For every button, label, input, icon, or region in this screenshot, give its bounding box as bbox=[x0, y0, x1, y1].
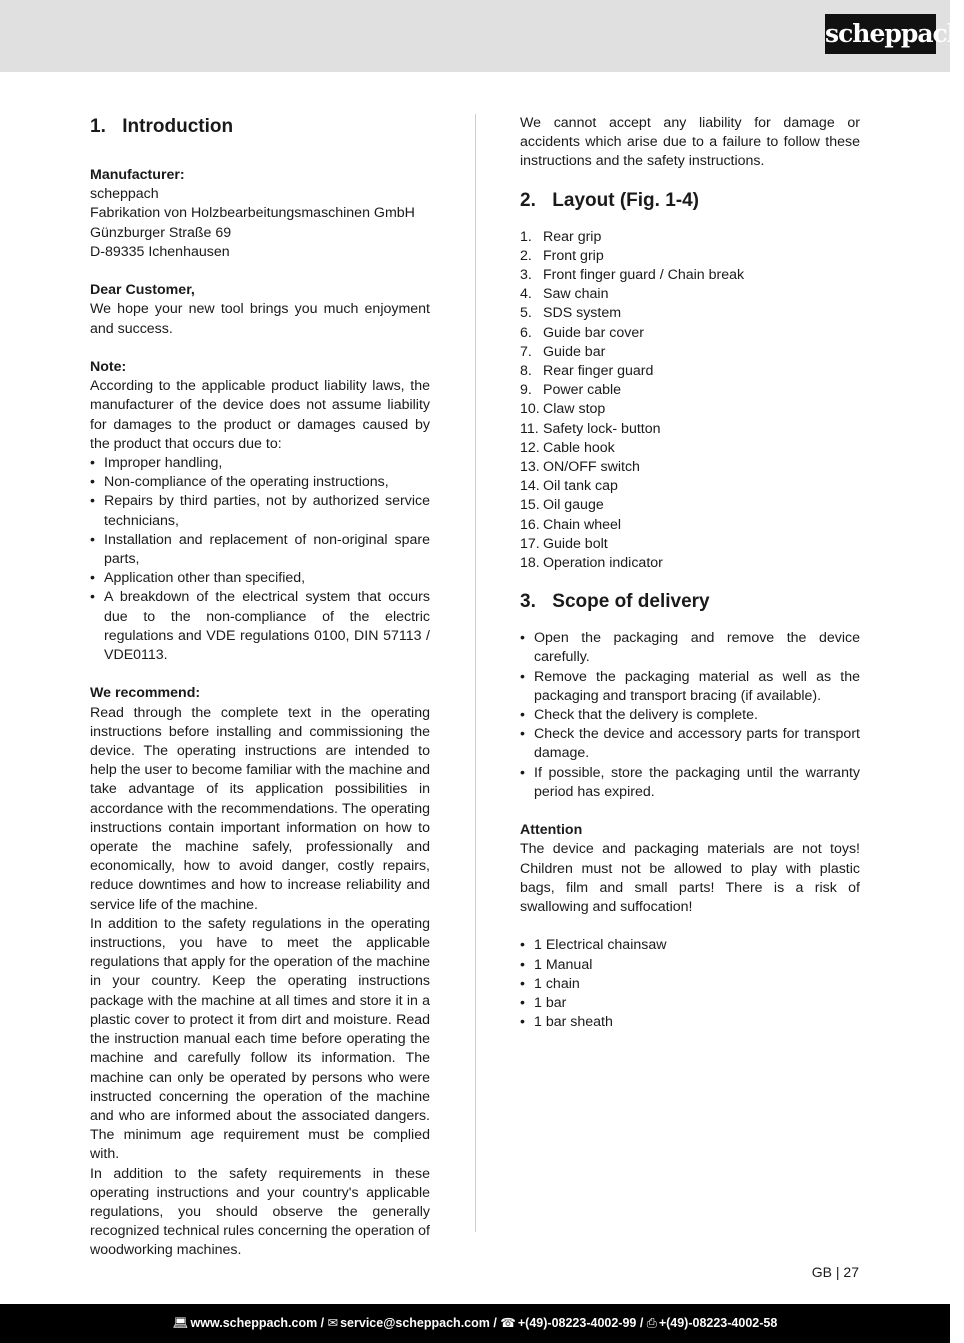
note-bullet: • Repairs by third parties, not by authorized service technicians, bbox=[90, 492, 430, 530]
layout-item-number: 6. bbox=[520, 324, 532, 341]
page-number: GB | 27 bbox=[811, 1264, 859, 1280]
layout-item-number: 15. bbox=[520, 497, 540, 514]
heading-text: Scope of delivery bbox=[552, 591, 710, 613]
delivery-bullet: • Open the packaging and remove the device carefully. bbox=[520, 629, 860, 667]
recommend-label: We recommend: bbox=[90, 685, 201, 702]
manufacturer-line: Günzburger Straße 69 bbox=[90, 224, 232, 241]
layout-list-item bbox=[520, 381, 860, 400]
footer-fax: +(49)-08223-4002-58 bbox=[658, 1316, 778, 1330]
note-label: Note: bbox=[90, 359, 127, 375]
heading-number: 2. bbox=[520, 189, 536, 211]
layout-item-number: 7. bbox=[520, 343, 532, 360]
attention-label: Attention bbox=[520, 822, 583, 839]
layout-item-label: Saw chain bbox=[543, 286, 609, 303]
delivery-content-item: • 1 bar bbox=[520, 994, 860, 1013]
layout-item-label: Claw stop bbox=[543, 401, 606, 418]
layout-item-label: Oil tank cap bbox=[543, 478, 618, 495]
delivery-content-item: • 1 Manual bbox=[520, 956, 860, 975]
layout-item-label: Operation indicator bbox=[543, 555, 663, 572]
note-bullet: • Application other than specified, bbox=[90, 569, 430, 588]
left-column bbox=[90, 114, 430, 1261]
dear-customer-label: Dear Customer, bbox=[90, 282, 195, 299]
layout-item-number: 8. bbox=[520, 363, 532, 380]
layout-list-item bbox=[520, 228, 860, 247]
layout-list-item bbox=[520, 343, 860, 362]
layout-item-number: 14. bbox=[520, 478, 540, 495]
computer-icon: 💻︎ bbox=[172, 1316, 189, 1330]
manufacturer-line: Fabrikation von Holzbearbeitungsmaschinen GmbH bbox=[90, 205, 415, 222]
delivery-content-item: • 1 chain bbox=[520, 975, 860, 994]
layout-list-item bbox=[520, 266, 860, 285]
layout-item-number: 17. bbox=[520, 535, 540, 552]
delivery-bullet: • Check that the delivery is complete. bbox=[520, 706, 860, 725]
manufacturer-line: scheppach bbox=[90, 186, 159, 203]
layout-item-number: 12. bbox=[520, 439, 540, 456]
heading-text: Layout (Fig. 1-4) bbox=[552, 189, 700, 211]
layout-item-label: ON/OFF switch bbox=[543, 459, 640, 476]
layout-list-item bbox=[520, 324, 860, 343]
manufacturer-line: D-89335 Ichenhausen bbox=[90, 243, 230, 260]
heading-number: 3. bbox=[520, 591, 536, 613]
layout-item-number: 4. bbox=[520, 286, 532, 303]
note-bullet: • A breakdown of the electrical system that occurs due to the non-compliance of the electric regulations and VDE regulations 0100, DIN 57113 / VDE0113. bbox=[90, 588, 430, 665]
footer-website[interactable]: www.scheppach.com bbox=[190, 1316, 318, 1330]
page-header bbox=[0, 0, 964, 72]
layout-list-item bbox=[520, 496, 860, 515]
layout-item-label: Rear grip bbox=[543, 228, 602, 245]
layout-item-number: 3. bbox=[520, 267, 532, 284]
layout-item-label: Cable hook bbox=[543, 439, 615, 456]
note-bullet: • Non-compliance of the operating instructions, bbox=[90, 473, 430, 492]
liability-text: We cannot accept any liability for damage or accidents which arise due to a failure to follow these instructions and the safety instructions. bbox=[520, 115, 860, 170]
layout-item-number: 5. bbox=[520, 305, 532, 322]
layout-item-number: 11. bbox=[520, 420, 539, 437]
layout-item-number: 10. bbox=[520, 401, 540, 418]
layout-item-label: Front grip bbox=[543, 247, 604, 264]
delivery-content-item: • 1 bar sheath bbox=[520, 1013, 860, 1032]
note-bullet: • Improper handling, bbox=[90, 454, 430, 473]
envelope-icon: ✉︎ bbox=[327, 1316, 339, 1330]
layout-list-item bbox=[520, 535, 860, 554]
layout-item-number: 18. bbox=[520, 555, 540, 572]
layout-item-label: Front finger guard / Chain break bbox=[543, 267, 745, 284]
layout-item-label: SDS system bbox=[543, 305, 622, 322]
scheppach-logo: scheppach bbox=[825, 14, 936, 54]
layout-item-number: 2. bbox=[520, 247, 532, 264]
delivery-content-item: • 1 Electrical chainsaw bbox=[520, 936, 860, 955]
layout-list-item bbox=[520, 285, 860, 304]
layout-parts-list bbox=[520, 228, 860, 574]
layout-item-number: 16. bbox=[520, 516, 540, 533]
note-text: According to the applicable product liability laws, the manufacturer of the device does not assume liability for damages to the product or damages caused by the product that occurs due to: bbox=[90, 378, 430, 452]
layout-item-label: Oil gauge bbox=[543, 497, 604, 514]
section-heading-introduction bbox=[90, 114, 430, 140]
footer-phone: +(49)-08223-4002-99 bbox=[517, 1316, 637, 1330]
delivery-bullet: • If possible, store the packaging until the warranty period has expired. bbox=[520, 764, 860, 802]
layout-item-number: 9. bbox=[520, 382, 532, 399]
footer-separator: / bbox=[636, 1316, 647, 1330]
layout-list-item bbox=[520, 247, 860, 266]
layout-list-item bbox=[520, 516, 860, 535]
layout-list-item bbox=[520, 554, 860, 573]
layout-list-item bbox=[520, 477, 860, 496]
layout-item-label: Chain wheel bbox=[543, 516, 622, 533]
section-heading-delivery bbox=[520, 589, 860, 615]
footer-separator: / bbox=[489, 1316, 501, 1330]
manufacturer-label: Manufacturer: bbox=[90, 167, 185, 183]
layout-list-item bbox=[520, 458, 860, 477]
note-bullet: • Installation and replacement of non-original spare parts, bbox=[90, 531, 430, 569]
layout-item-label: Rear finger guard bbox=[543, 363, 654, 380]
heading-text: Introduction bbox=[122, 116, 234, 137]
layout-list-item bbox=[520, 304, 860, 323]
page-number-value: 27 bbox=[843, 1264, 859, 1280]
dear-customer-text: We hope your new tool brings you much enjoyment and success. bbox=[90, 301, 430, 337]
recommend-paragraph: Read through the complete text in the operating instructions before installing and commissioning the device. The operating instructions are intended to help the user to become familiar with the machine and take advantage of its application possibilities in accordance with the recommendations. The operating instructions contain important information on how to operate the machine safely, professionally and economically, how to avoid danger, costly repairs, reduce downtimes and how to increase reliability and service life of the machine. bbox=[90, 704, 430, 913]
footer-separator: / bbox=[317, 1316, 328, 1330]
layout-item-label: Power cable bbox=[543, 382, 622, 399]
layout-item-label: Guide bar cover bbox=[543, 324, 644, 341]
layout-item-number: 13. bbox=[520, 459, 540, 476]
attention-text: The device and packaging materials are not toys! Children must not be allowed to play with plastic bags, film and small parts! There is a risk of swallowing and suffocation! bbox=[520, 841, 860, 916]
footer-email[interactable]: service@scheppach.com bbox=[340, 1316, 490, 1330]
recommend-paragraph: In addition to the safety regulations in the operating instructions, you have to meet the applicable regulations that apply for the operation of the machine in your country. Keep the operating instructions package with the machine at all times and store it in a plastic cover to protect it from dirt and moisture. Read the instruction manual each time before operating the machine and carefully follow its information. The machine can only be operated by persons who were instructed concerning the operation of the machine and who are informed about the associated dangers. The minimum age requirement must be complied with. bbox=[90, 915, 430, 1163]
layout-item-label: Safety lock- button bbox=[543, 420, 661, 437]
delivery-bullet: • Check the device and accessory parts for transport damage. bbox=[520, 725, 860, 763]
layout-list-item bbox=[520, 400, 860, 419]
fax-icon: ⎙ bbox=[646, 1316, 657, 1330]
page-footer bbox=[0, 1304, 950, 1343]
layout-list-item bbox=[520, 439, 860, 458]
telephone-icon: ☎︎ bbox=[500, 1316, 516, 1330]
layout-list-item bbox=[520, 420, 860, 439]
heading-number: 1. bbox=[90, 116, 106, 137]
layout-list-item bbox=[520, 362, 860, 381]
page-language: GB bbox=[811, 1264, 832, 1280]
delivery-bullet: • Remove the packaging material as well as the packaging and transport bracing (if available). bbox=[520, 668, 860, 706]
right-column bbox=[520, 114, 860, 1033]
column-divider bbox=[475, 114, 476, 1232]
layout-item-label: Guide bar bbox=[543, 343, 606, 360]
layout-item-label: Guide bolt bbox=[543, 535, 608, 552]
recommend-paragraph: In addition to the safety requirements in these operating instructions and your country's applicable regulations, you should observe the generally recognized technical rules concerning the operation of woodworking machines. bbox=[90, 1165, 430, 1259]
layout-item-number: 1. bbox=[520, 228, 532, 245]
section-heading-layout bbox=[520, 188, 860, 214]
